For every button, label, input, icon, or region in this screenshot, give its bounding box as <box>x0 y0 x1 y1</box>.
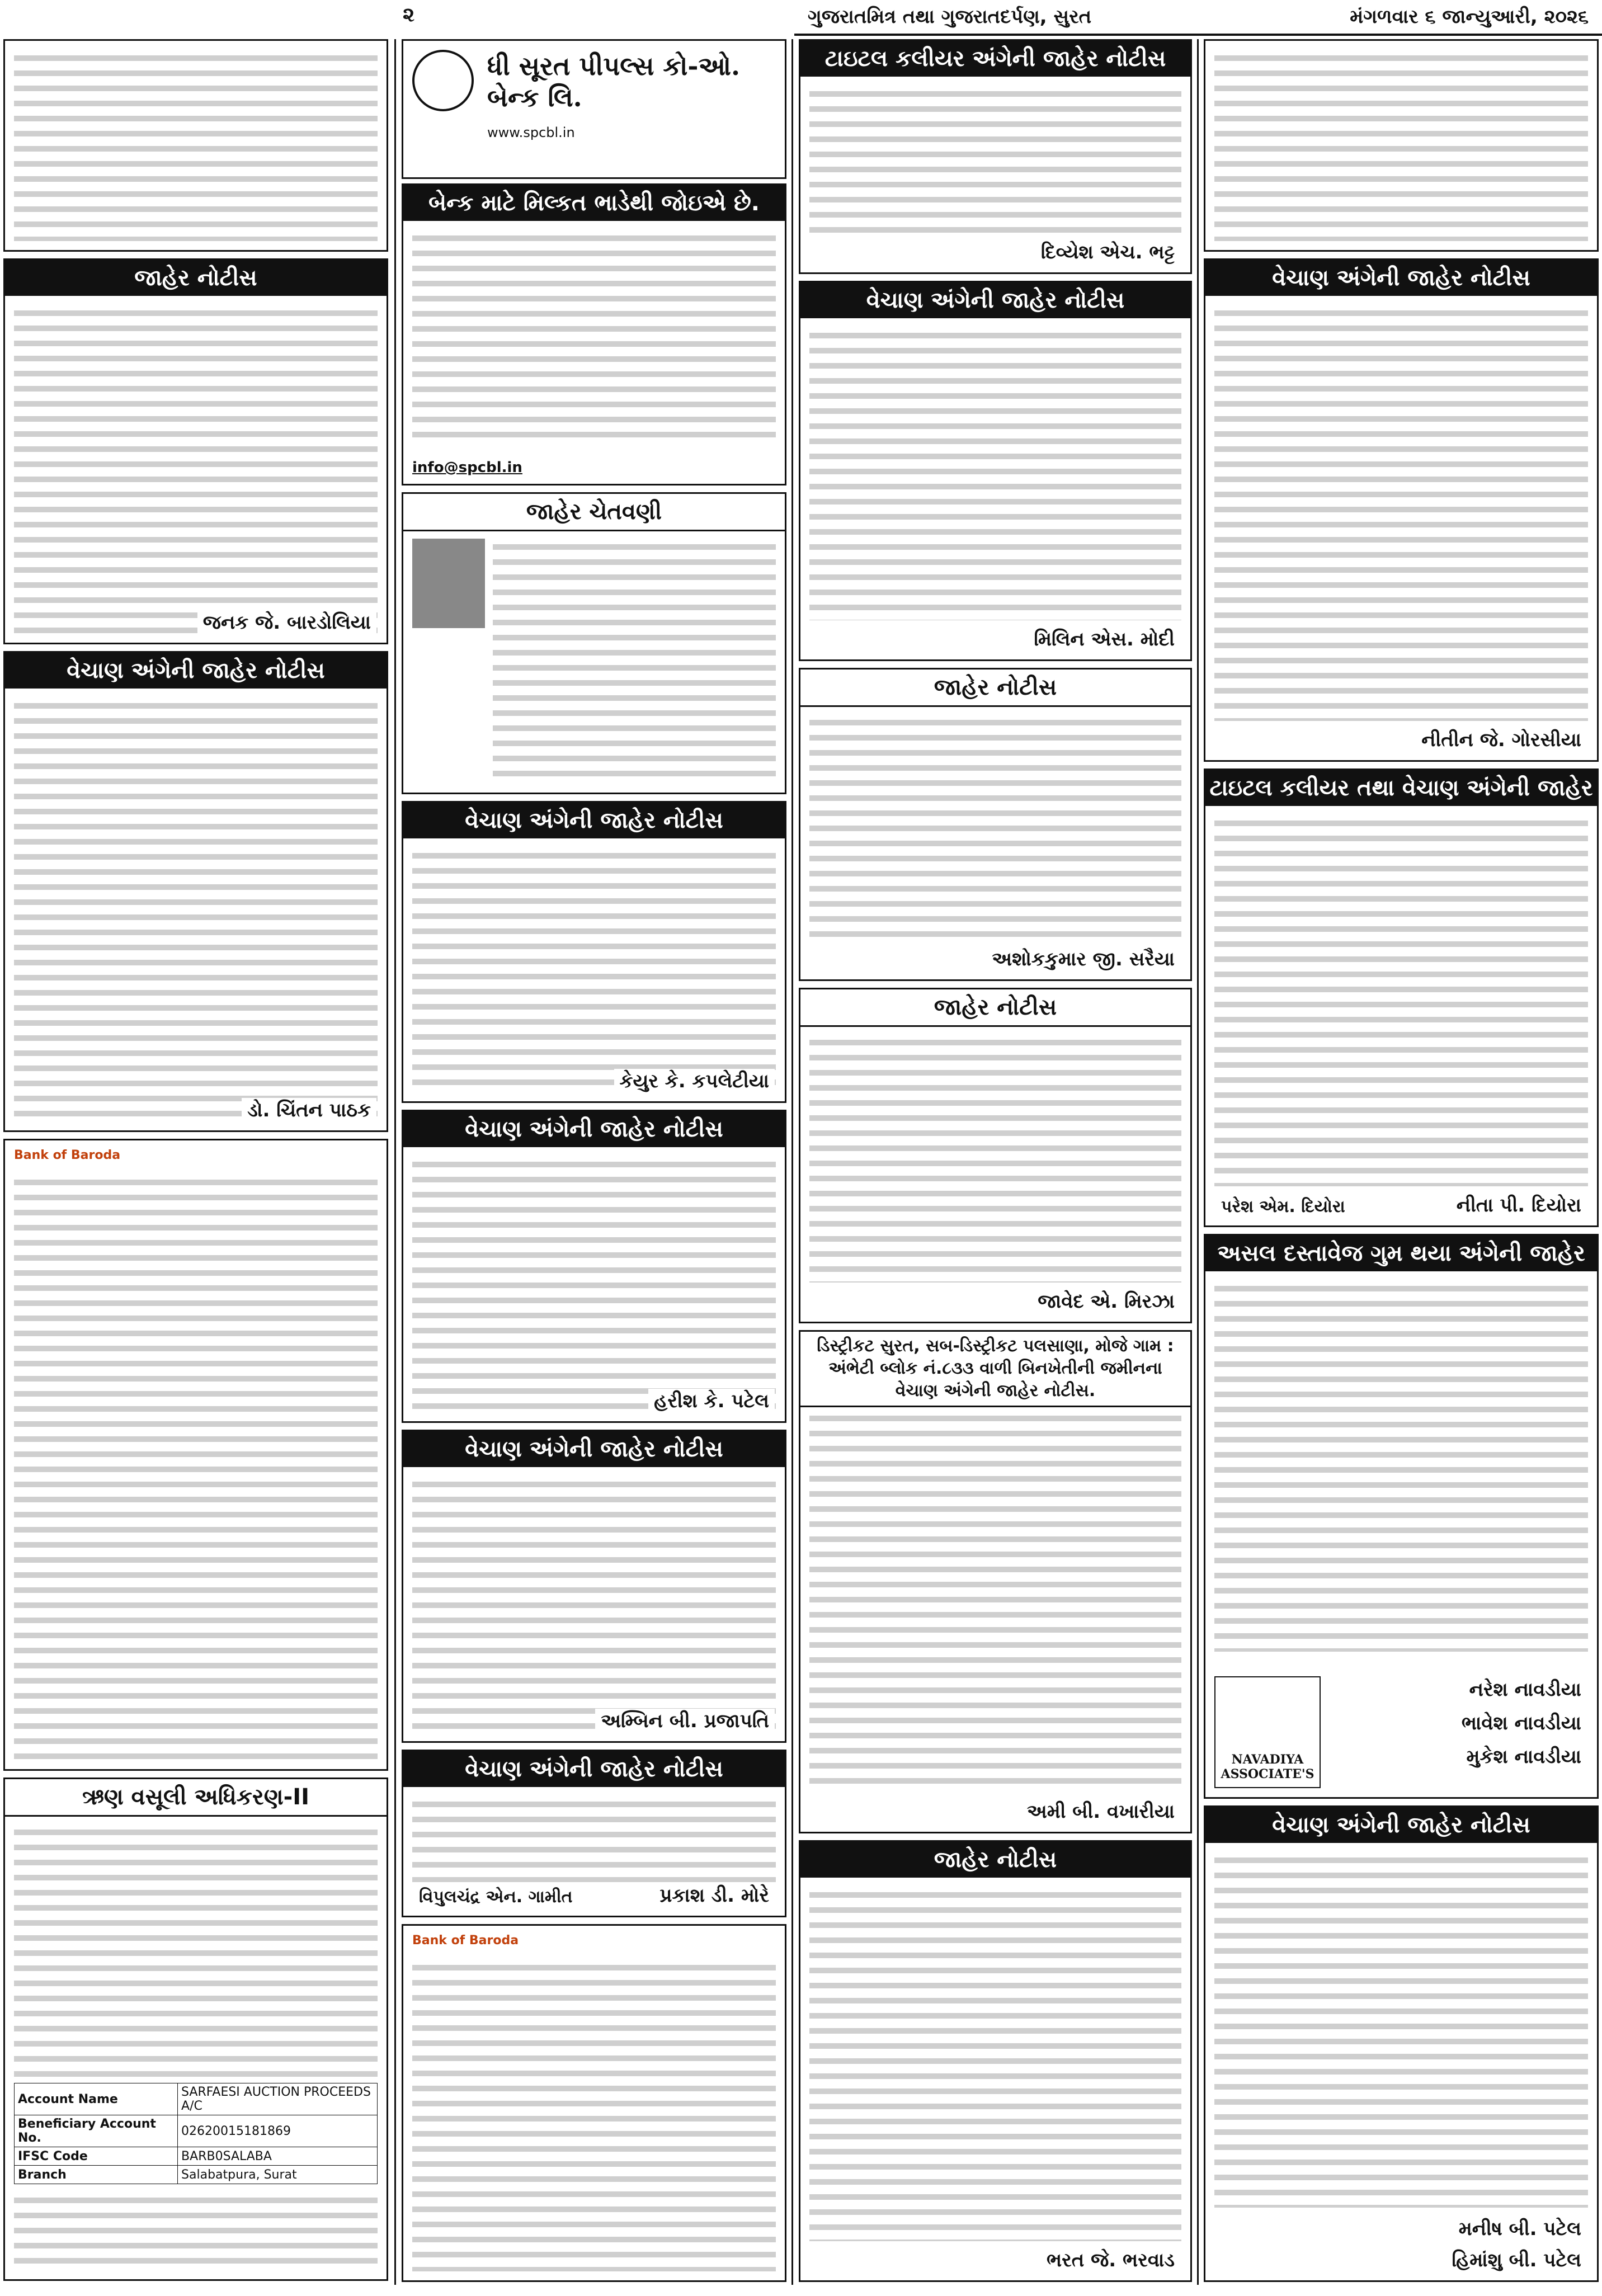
notice-signature: ભરત જે. ભરવાડ <box>1041 2248 1180 2273</box>
column-rule <box>791 39 793 2285</box>
notice-signature: પરેશ એમ. દિયોરા <box>1215 1196 1351 1218</box>
newspaper-name: ગુજરાતમિત્ર તથા ગુજરાતદર્પણ, સુરત <box>808 6 1092 28</box>
notice-signature: મનીષ બી. પટેલ <box>1453 2217 1587 2241</box>
notice-signature: હિમાંશુ બી. પટેલ <box>1446 2248 1587 2273</box>
public-notice-2 <box>799 668 1192 981</box>
title-sale-notice <box>1204 769 1599 1227</box>
notice-heading: ટાઇટલ કલીયર અંગેની જાહેર નોટીસ <box>800 41 1190 77</box>
bank-email[interactable]: info@spcbl.in <box>412 459 522 476</box>
notice-heading: બેન્ક માટે મિલ્કત ભાડેથી જોઇએ છે. <box>403 185 785 221</box>
table-cell: Account Name <box>15 2083 178 2115</box>
title-clear-notice <box>799 39 1192 274</box>
bank-website[interactable]: www.spcbl.in <box>487 125 575 140</box>
notice-heading: જાહેર નોટીસ <box>800 989 1190 1027</box>
account-table <box>14 2083 378 2184</box>
notice-top-right <box>1204 39 1599 252</box>
notice-signature: વિપુલચંદ્ર એન. ગામીત <box>413 1886 578 1908</box>
notice-heading: વેચાણ અંગેની જાહેર નોટીસ <box>1205 260 1597 296</box>
pasodara-sale-notice <box>799 1330 1192 1833</box>
table-cell: 02620015181869 <box>178 2115 378 2147</box>
notice-heading: જાહેર નોટીસ <box>800 1842 1190 1878</box>
bank-rent-notice <box>402 183 786 485</box>
notice-signature: જનક જે. બારડોલિયા <box>197 610 376 635</box>
table-cell: SARFAESI AUCTION PROCEEDS A/C <box>178 2083 378 2115</box>
notice-heading: વેચાણ અંગેની જાહેર નોટીસ <box>403 803 785 838</box>
notice-signature: કેયુર કે. કપલેટીયા <box>614 1069 775 1093</box>
notice-heading: વેચાણ અંગેની જાહેર નોટીસ <box>5 653 387 689</box>
public-notice-4 <box>799 1840 1192 2282</box>
notice-top <box>3 39 388 252</box>
column-2 <box>398 39 790 2285</box>
lost-document-notice <box>1204 1234 1599 1799</box>
table-cell: BARB0SALABA <box>178 2147 378 2166</box>
sale-notice-5 <box>402 1750 786 1917</box>
navadiya-logo: NAVADIYA ASSOCIATE'S <box>1214 1676 1321 1788</box>
notice-heading: ટાઇટલ કલીયર તથા વેચાણ અંગેની જાહેર <box>1205 770 1597 806</box>
public-notice-1 <box>3 258 388 644</box>
notice-signature: મુકેશ નાવડીયા <box>1461 1745 1587 1769</box>
column-4 <box>1200 39 1602 2285</box>
sale-notice-3 <box>402 1110 786 1423</box>
public-notice-3 <box>799 988 1192 1323</box>
notice-heading: વેચાણ અંગેની જાહેર નોટીસ <box>403 1751 785 1787</box>
notice-heading: વેચાણ અંગેની જાહેર નોટીસ <box>1205 1807 1597 1843</box>
notice-heading: વેચાણ અંગેની જાહેર નોટીસ <box>800 282 1190 318</box>
bank-logo: Bank of Baroda <box>14 1148 121 1162</box>
sale-notice-4 <box>402 1430 786 1743</box>
bank-name: ધી સૂરત પીપલ્સ કો-ઓ. બેન્ક લિ. <box>487 51 740 112</box>
bank-ad <box>402 39 786 179</box>
notice-signature: નીતા પી. દિયોરા <box>1451 1193 1587 1218</box>
bank-possession-notice <box>402 1924 786 2282</box>
issue-date: મંગળવાર ૬ જાન્યુઆરી, ૨૦૨૬ <box>1350 6 1589 28</box>
table-cell: Salabatpura, Surat <box>178 2166 378 2184</box>
sale-notice-7 <box>1204 258 1599 762</box>
public-warning <box>402 492 786 794</box>
drt-notice <box>3 1778 388 2281</box>
notice-signature: અમી બી. વખારીયા <box>1021 1799 1180 1824</box>
bank-emblem <box>412 50 474 111</box>
notice-signature: જાવેદ એ. મિરઝા <box>1032 1289 1180 1314</box>
notice-heading: અસલ દસ્તાવેજ ગુમ થયા અંગેની જાહેર <box>1205 1236 1597 1271</box>
bank-logo: Bank of Baroda <box>412 1934 519 1948</box>
column-3 <box>795 39 1195 2285</box>
table-cell: Branch <box>15 2166 178 2184</box>
table-cell: IFSC Code <box>15 2147 178 2166</box>
notice-heading: ઋણ વસૂલી અધિકરણ-II <box>5 1779 387 1817</box>
notice-signature: અમ્બિન બી. પ્રજાપતિ <box>595 1709 775 1733</box>
notice-signature: પ્રકાશ ડી. મોરે <box>654 1883 775 1908</box>
table-cell: Beneficiary Account No. <box>15 2115 178 2147</box>
notice-signature: ડો. ચિંતન પાઠક <box>242 1098 376 1123</box>
column-rule <box>394 39 396 2285</box>
sale-notice-6 <box>799 281 1192 661</box>
masthead <box>794 0 1602 36</box>
bank-auction-notice <box>3 1139 388 1771</box>
notice-signature: ભાવેશ નાવડીયા <box>1456 1711 1587 1736</box>
notice-heading: જાહેર ચેતવણી <box>403 494 785 531</box>
notice-heading: ડિસ્ટ્રીકટ સુરત, સબ-ડિસ્ટ્રીકટ પલસાણા, મોજે ગામ : અંભેટી બ્લોક નં.૮૩૩ વાળી બિનખેતીની જમીનના વેચાણ અંગેની જાહેર નોટીસ. <box>800 1332 1190 1407</box>
person-photo <box>412 539 485 628</box>
notice-heading: વેચાણ અંગેની જાહેર નોટીસ <box>403 1431 785 1467</box>
column-rule <box>1197 39 1199 2285</box>
notice-heading: જાહેર નોટીસ <box>800 670 1190 707</box>
sale-notice-1 <box>3 651 388 1132</box>
notice-signature: નીતીન જે. ગોરસીયા <box>1416 728 1587 752</box>
page-number: ૨ <box>403 3 415 26</box>
notice-signature: હરીશ કે. પટેલ <box>648 1389 775 1413</box>
notice-signature: દિવ્યેશ એચ. ભટ્ટ <box>1035 240 1180 265</box>
sale-notice-2 <box>402 801 786 1103</box>
notice-signature: નરેશ નાવડીયા <box>1464 1677 1587 1702</box>
column-1 <box>0 39 392 2285</box>
notice-heading: વેચાણ અંગેની જાહેર નોટીસ <box>403 1111 785 1147</box>
notice-signature: અશોકકુમાર જી. સરૈયા <box>986 947 1180 972</box>
notice-heading: જાહેર નોટીસ <box>5 260 387 296</box>
sale-notice-8 <box>1204 1805 1599 2282</box>
notice-signature: મિલિન એસ. મોદી <box>1028 627 1180 652</box>
